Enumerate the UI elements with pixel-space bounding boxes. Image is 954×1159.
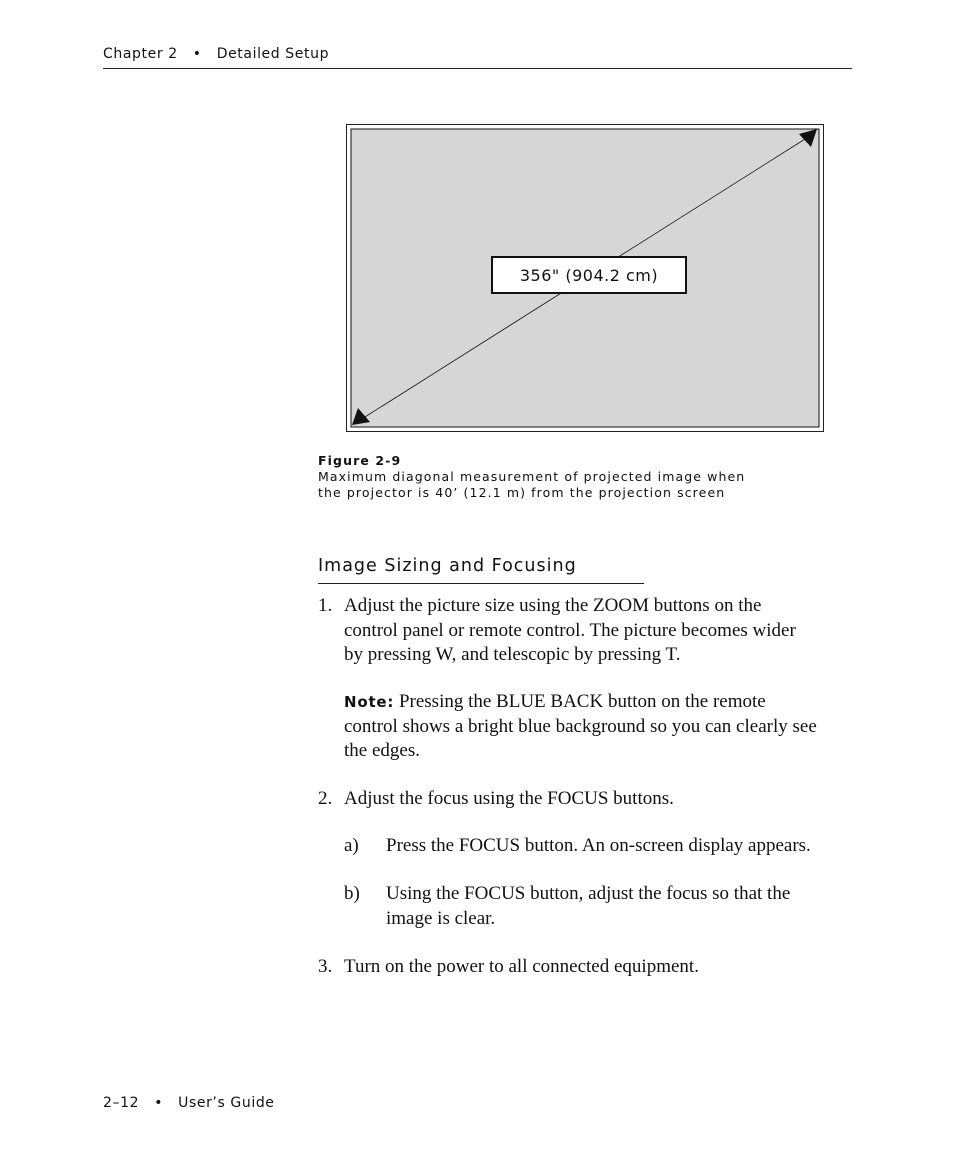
header-separator: • — [192, 46, 202, 62]
header-section: Detailed Setup — [216, 46, 330, 62]
step-2b-text — [386, 882, 790, 931]
page-footer — [103, 1095, 275, 1111]
measurement-text: 356" (904.2 cm) — [519, 265, 659, 285]
note-line: Pressing the BLUE BACK button on the remote — [398, 691, 766, 712]
step-2-text: Adjust the focus using the FOCUS buttons. — [344, 788, 674, 809]
figure-projection-screen — [346, 124, 824, 432]
caption-title: Figure 2-9 — [318, 453, 402, 468]
step-2b-line: Using the FOCUS button, adjust the focus so that the — [386, 883, 791, 904]
caption-line-2: the projector is 40’ (12.1 m) from the projection screen — [318, 485, 726, 500]
step-1-line: Adjust the picture size using the ZOOM buttons on the — [344, 595, 762, 616]
note-block — [344, 690, 817, 764]
step-1-line: control panel or remote control. The picture becomes wider — [344, 619, 796, 641]
header-chapter: Chapter 2 — [103, 46, 178, 62]
running-header — [103, 46, 852, 69]
note-label: Note: — [344, 693, 395, 711]
footer-separator: • — [154, 1095, 164, 1111]
step-3-number: 3. — [318, 956, 333, 977]
step-1-number: 1. — [318, 595, 333, 616]
step-2a-text: Press the FOCUS button. An on-screen display appears. — [386, 835, 811, 856]
note-line: control shows a bright blue background so you can clearly see — [344, 715, 817, 737]
step-2-number: 2. — [318, 788, 333, 809]
step-1-text — [344, 594, 796, 668]
measurement-label — [491, 256, 687, 294]
step-2b-letter: b) — [344, 883, 360, 904]
figure-caption — [318, 453, 838, 501]
note-line: the edges. — [344, 740, 420, 761]
step-1-line: by pressing W, and telescopic by pressing T. — [344, 644, 681, 665]
step-3-text: Turn on the power to all connected equipment. — [344, 956, 699, 977]
footer-title: User’s Guide — [178, 1095, 275, 1111]
caption-line-1: Maximum diagonal measurement of projected image when — [318, 469, 746, 484]
section-heading: Image Sizing and Focusing — [318, 553, 644, 584]
step-2a-letter: a) — [344, 835, 359, 856]
footer-page-number: 2–12 — [103, 1095, 140, 1111]
step-2b-line: image is clear. — [386, 907, 496, 929]
